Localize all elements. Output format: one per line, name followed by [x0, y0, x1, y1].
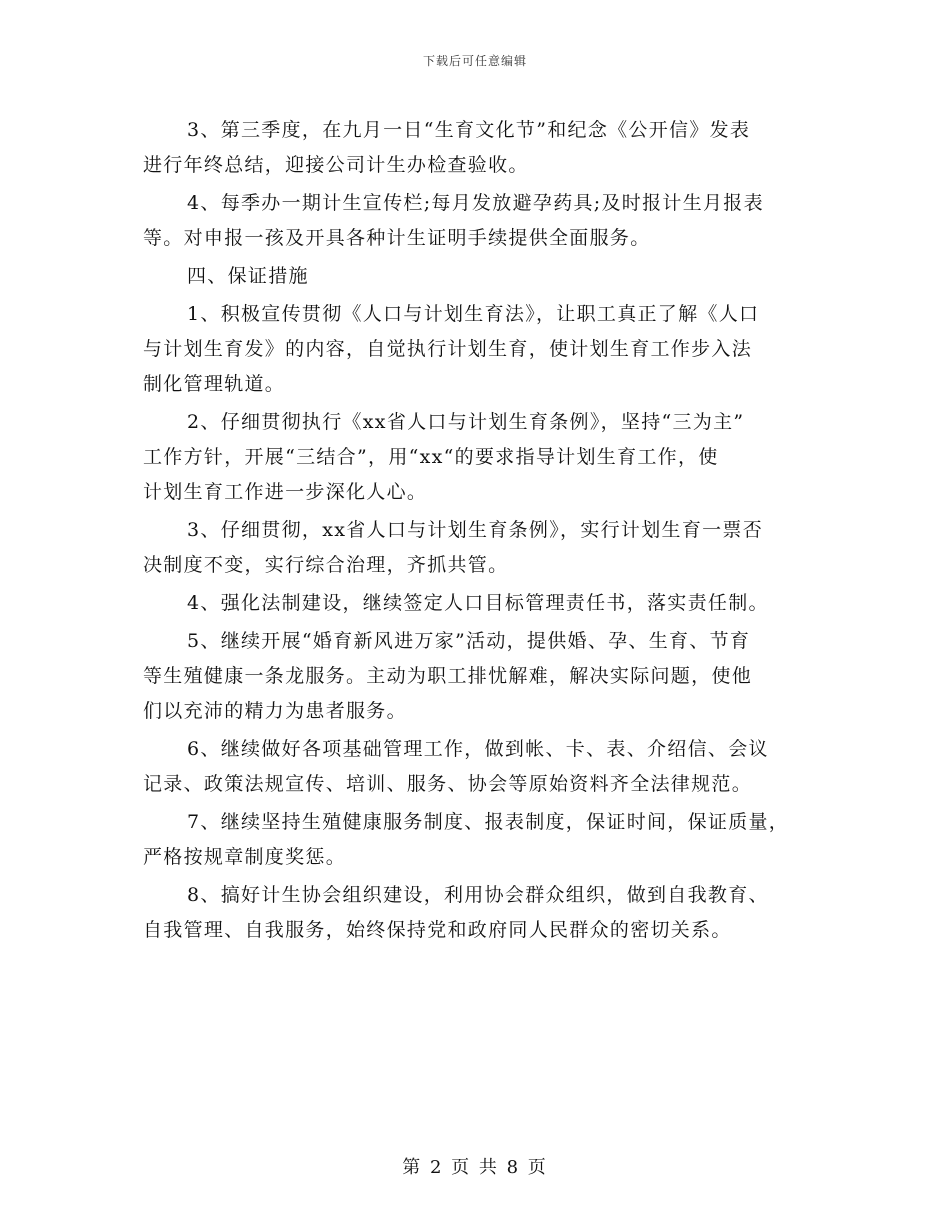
paragraph-line: 记录、政策法规宣传、培训、服务、协会等原始资料齐全法律规范。 — [143, 773, 753, 795]
paragraph-line: 计划生育工作进一步深化人心。 — [143, 481, 428, 503]
paragraph-line: 4、每季办一期计生宣传栏;每月发放避孕药具;及时报计生月报表 — [187, 192, 764, 214]
paragraph-line: 7、继续坚持生殖健康服务制度、报表制度，保证时间，保证质量， — [187, 811, 790, 833]
paragraph-line: 等。对申报一孩及开具各种计生证明手续提供全面服务。 — [143, 227, 651, 249]
paragraph-line: 6、继续做好各项基础管理工作，做到帐、卡、表、介绍信、会议 — [187, 738, 769, 760]
paragraph-line: 3、仔细贯彻，xx省人口与计划生育条例》，实行计划生育一票否 — [187, 519, 764, 541]
paragraph-line: 四、保证措施 — [187, 265, 309, 287]
paragraph-line: 与计划生育发》的内容，自觉执行计划生育，使计划生育工作步入法 — [143, 338, 753, 360]
paragraph-line: 制化管理轨道。 — [143, 373, 286, 395]
paragraph-line: 们以充沛的精力为患者服务。 — [143, 700, 407, 722]
page-number: 第 2 页 共 8 页 — [402, 1157, 548, 1178]
paragraph-line: 2、仔细贯彻执行《xx省人口与计划生育条例》，坚持“三为主” — [187, 411, 745, 433]
paragraph-line: 进行年终总结，迎接公司计生办检查验收。 — [143, 154, 529, 176]
document-body — [143, 113, 815, 948]
paragraph-line: 决制度不变，实行综合治理，齐抓共管。 — [143, 554, 509, 576]
paragraph-line: 工作方针，开展“三结合”，用“xx“的要求指导计划生育工作，使 — [143, 446, 719, 468]
paragraph-line: 严格按规章制度奖惩。 — [143, 846, 347, 868]
page-header-note: 下载后可任意编辑 — [422, 54, 527, 68]
paragraph-line: 等生殖健康一条龙服务。主动为职工排忧解难，解决实际问题，使他 — [143, 665, 753, 687]
paragraph-line: 1、积极宣传贯彻《人口与计划生育法》，让职工真正了解《人口 — [187, 303, 760, 325]
paragraph-line: 4、强化法制建设，继续签定人口目标管理责任书，落实责任制。 — [187, 592, 769, 614]
paragraph-line: 3、第三季度，在九月一日“生育文化节”和纪念《公开信》发表 — [187, 119, 751, 141]
paragraph-line: 8、搞好计生协会组织建设，利用协会群众组织，做到自我教育、 — [187, 884, 769, 906]
paragraph-line: 5、继续开展“婚育新风进万家”活动，提供婚、孕、生育、节育 — [187, 630, 751, 652]
paragraph-line: 自我管理、自我服务，始终保持党和政府同人民群众的密切关系。 — [143, 919, 732, 941]
